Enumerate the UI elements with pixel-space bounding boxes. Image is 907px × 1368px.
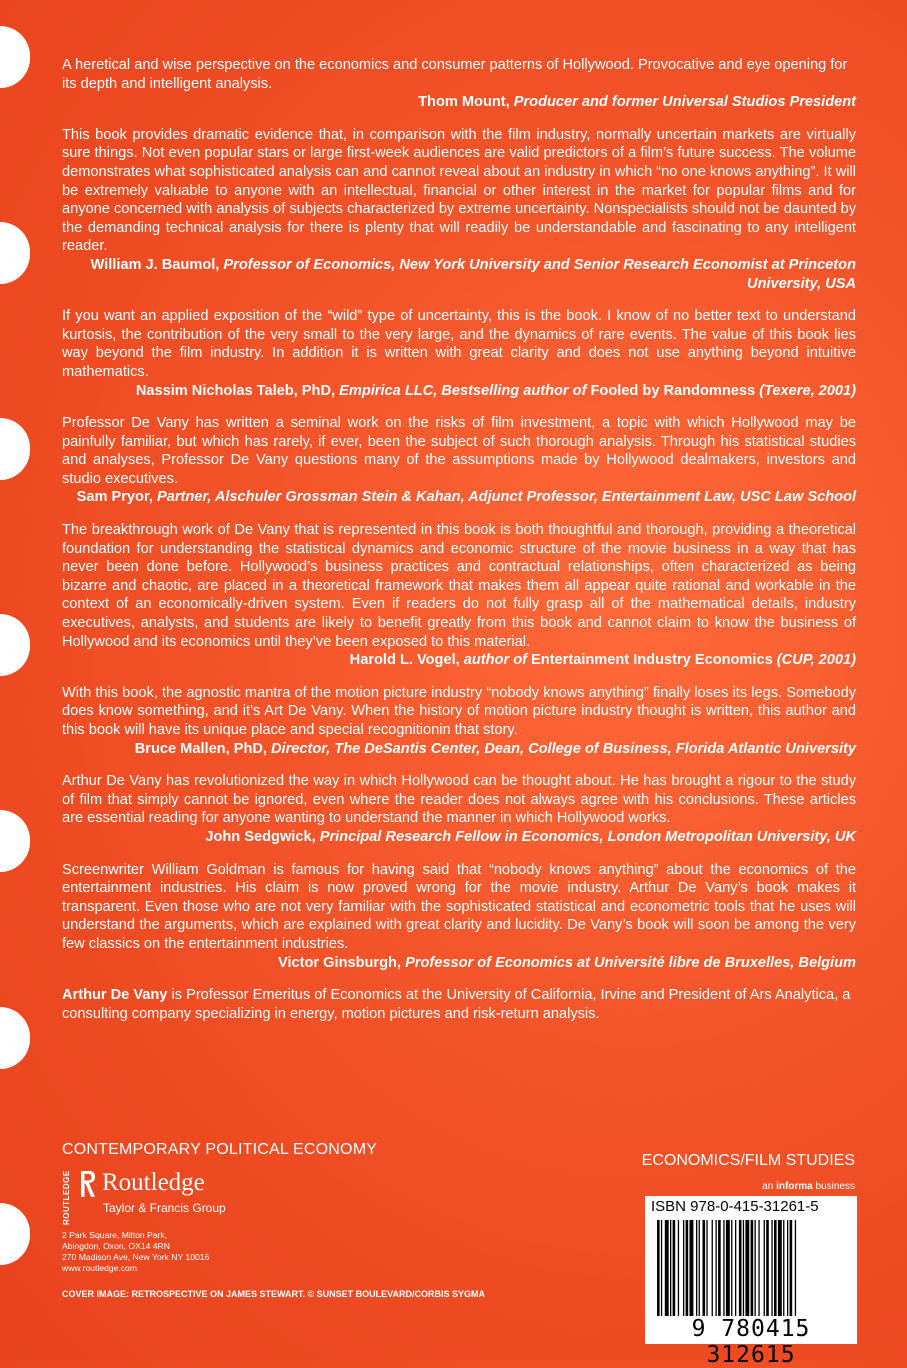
- binder-tab: [0, 614, 30, 676]
- isbn-barcode-box: [645, 1196, 857, 1368]
- blurb-text: Arthur De Vany has revolutionized the way in which Hollywood can be thought about. He has brought a rigour to the study of film that simply cannot be ignored, even where the reader does not always agree with his conclusions. These articles are essential reading for anyone wanting to understand the manner in which Hollywood works.: [62, 773, 856, 827]
- barcode-bar: [696, 1220, 697, 1316]
- barcode-bar: [771, 1220, 772, 1316]
- blurb-author: John Sedgwick,: [205, 828, 316, 845]
- blurb-author-title: Partner, Alschuler Grossman Stein & Kahan, Adjunct Professor, Entertainment Law, USC Law School: [156, 489, 856, 506]
- blurb-author: Bruce Mallen, PhD,: [134, 740, 267, 757]
- blurb-attribution: [62, 382, 856, 401]
- blurb-attribution: [62, 488, 856, 507]
- publisher-vertical-name: ROUTLEDGE: [62, 1170, 71, 1225]
- blurb-attribution: [62, 651, 856, 670]
- barcode-bar: [774, 1220, 777, 1316]
- informa-tagline: [762, 1181, 855, 1192]
- barcode-bar: [718, 1220, 721, 1316]
- address-line: www.routledge.com: [62, 1263, 137, 1273]
- blurb-author-title: Professor of Economics at Université libre de Bruxelles, Belgium: [405, 954, 856, 971]
- blurbs-column: [62, 56, 856, 1023]
- publisher-name: Routledge: [102, 1169, 205, 1196]
- binder-tab: [0, 418, 30, 480]
- blurb-text: Professor De Vany has written a seminal work on the risks of film investment, a topic with which Hollywood may be painfully familiar, but which has rarely, if ever, been the subject of such thorough analysis. Through his statistical studies and analyses, Professor De Vany questions many of the assumptions made by Hollywood dealmakers, investors and studio executives.: [62, 415, 856, 487]
- blurb-attribution: [62, 256, 856, 293]
- barcode-bar: [661, 1220, 662, 1316]
- blurb-author-title: Empirica LLC, Bestselling author of: [339, 382, 587, 399]
- blurb-author-title: Principal Research Fellow in Economics, London Metropolitan University, UK: [319, 828, 856, 845]
- blurb-work-publisher: (Texere, 2001): [759, 382, 856, 399]
- barcode-bar: [790, 1220, 793, 1316]
- blurb-text: Screenwriter William Goldman is famous for having said that “nobody knows anything” about the economics of the entertainment industries. His claim is now proved wrong for the movie industry. Arthur De Vany’s book makes it transparent. Even those who are not very familiar with the sophisticated statistical and econometric tools that he uses will understand the arguments, which are explained with great clarity and lucidity. De Vany’s book will soon be among the very few classics on the entertainment industries.: [62, 861, 856, 952]
- binder-tab: [0, 1203, 30, 1265]
- blurb-text: A heretical and wise perspective on the economics and consumer patterns of Hollywood. Provocative and eye opening for its depth and intelligent analysis.: [62, 57, 848, 92]
- barcode-bar: [683, 1220, 684, 1316]
- blurb-work-publisher: (CUP, 2001): [776, 652, 856, 669]
- blurb-work-title: Fooled by Randomness: [590, 382, 756, 399]
- barcode-bar: [745, 1220, 749, 1316]
- barcode-bar: [731, 1220, 732, 1316]
- blurb-work-title: Entertainment Industry Economics: [531, 652, 773, 669]
- informa-suffix: business: [815, 1181, 855, 1192]
- barcode-bar: [783, 1220, 784, 1316]
- address-line: 2 Park Square, Milton Park,: [62, 1230, 168, 1240]
- barcode-bar: [739, 1220, 742, 1316]
- binder-tab: [0, 1007, 30, 1069]
- publisher-logo: [62, 1167, 262, 1227]
- barcode-bar: [678, 1220, 679, 1316]
- barcode-bar: [755, 1220, 756, 1316]
- blurb-author: William J. Baumol,: [90, 256, 220, 273]
- isbn-digits: 9 780415 312615: [691, 1316, 811, 1368]
- blurb-text: With this book, the agnostic mantra of the motion picture industry “nobody knows anything” finally loses its legs. Somebody does know something, and it’s Art De Vany. When the history of motion picture industry thought is written, this author and this book will have its unique place and special recognitionin that story.: [62, 684, 856, 738]
- barcode-bar: [764, 1220, 765, 1316]
- author-bio: [62, 986, 856, 1023]
- barcode-icon: [657, 1220, 845, 1316]
- publisher-group: Taylor & Francis Group: [103, 1201, 226, 1215]
- barcode-bar: [758, 1220, 759, 1316]
- binder-tab: [0, 26, 30, 88]
- barcode-bar: [706, 1220, 707, 1316]
- blurb-author: Sam Pryor,: [76, 489, 153, 506]
- address-line: 270 Madison Ave, New York NY 10016: [62, 1252, 210, 1262]
- barcode-bar: [787, 1220, 788, 1316]
- barcode-bar: [778, 1220, 782, 1316]
- barcode-bar: [665, 1220, 669, 1316]
- blurb-author-title: author of: [463, 652, 527, 669]
- blurb-author: Harold L. Vogel,: [349, 652, 460, 669]
- routledge-r-icon: [78, 1169, 98, 1199]
- informa-prefix: an: [762, 1181, 774, 1192]
- blurb-author: Nassim Nicholas Taleb, PhD,: [135, 382, 336, 399]
- series-name: CONTEMPORARY POLITICAL ECONOMY: [62, 1141, 378, 1158]
- blurb-text: This book provides dramatic evidence that, in comparison with the film industry, normally uncertain markets are virtually sure things. Not even popular stars or large first-week audiences are valid predictors of a film’s future success. The volume demonstrates what sophisticated analysis can and cannot reveal about an industry in which “no one knows anything”. It will be extremely valuable to anyone with an intellectual, financial or other interest in the market for popular films and for anyone concerned with analysis of subjects characterized by extreme uncertainty. Nonspecialists should not be daunted by the demanding technical analysis for there is plenty that will readily be understandable and fascinating to any intelligent reader.: [62, 126, 856, 255]
- barcode-bar: [735, 1220, 736, 1316]
- informa-brand: informa: [776, 1181, 813, 1192]
- barcode-bar: [795, 1220, 796, 1316]
- blurb-author-title: Producer and former Universal Studios President: [513, 94, 856, 111]
- cover-credit: COVER IMAGE: RETROSPECTIVE ON JAMES STEWART. © SUNSET BOULEVARD/CORBIS SYGMA: [62, 1289, 486, 1299]
- barcode-bar: [703, 1220, 706, 1316]
- barcode-bar: [766, 1220, 769, 1316]
- blurb-text: The breakthrough work of De Vany that is represented in this book is both thoughtful and thorough, providing a theoretical foundation for understanding the statistical dynamics and economic structure of the movie business in a way that has never been done before. Hollywood’s business practices and contractual relationships, often characterized as being bizarre and chaotic, are placed in a theoretical framework that makes them all appear quite rational and workable in the context of an economically-driven system. Even if readers do not fully grasp all of the mathematical details, industry executives, analysts, and students are likely to benefit greatly from this book and cannot claim to know the business of Hollywood and its economics until they’ve been exposed to this material.: [62, 522, 856, 650]
- blurb-text: If you want an applied exposition of the “wild” type of uncertainty, this is the book. I know of no better text to understand kurtosis, the contribution of the very small to the very large, and the dynamics of rare events. The value of this book lies way beyond the film industry. In addition it is written with great clarity and does not use anything beyond intuitive mathematics.: [62, 308, 856, 380]
- barcode-bar: [751, 1220, 754, 1316]
- barcode-bar: [743, 1220, 744, 1316]
- barcode-bar: [712, 1220, 713, 1316]
- barcode-bar: [670, 1220, 671, 1316]
- blurb-attribution: [62, 740, 856, 759]
- blurb-author-title: Director, The DeSantis Center, Dean, College of Business, Florida Atlantic University: [271, 740, 856, 757]
- blurb-author: Thom Mount,: [418, 94, 510, 111]
- binder-tab: [0, 810, 30, 872]
- blurb-attribution: [62, 93, 856, 112]
- barcode-bar: [726, 1220, 730, 1316]
- publisher-address: [62, 1230, 209, 1274]
- barcode-bar: [686, 1220, 689, 1316]
- blurb-author: Victor Ginsburgh,: [278, 954, 401, 971]
- barcode-bar: [716, 1220, 717, 1316]
- barcode-bar: [673, 1220, 676, 1316]
- isbn-label: ISBN 978-0-415-31261-5: [651, 1198, 819, 1215]
- subject-category: ECONOMICS/FILM STUDIES: [641, 1152, 855, 1169]
- address-line: Abingdon, Oxon, OX14 4RN: [62, 1241, 170, 1251]
- blurb-attribution: [62, 954, 856, 973]
- barcode-bar: [657, 1220, 660, 1316]
- barcode-bar: [690, 1220, 694, 1316]
- author-bio-text: is Professor Emeritus of Economics at the University of California, Irvine and President of Ars Analytica, a consulting company specializing in energy, motion pictures and risk-return analysis.: [62, 987, 851, 1022]
- author-bio-name: Arthur De Vany: [62, 987, 168, 1004]
- blurb-attribution: [62, 828, 856, 847]
- binder-tab: [0, 222, 30, 284]
- barcode-bar: [699, 1220, 700, 1316]
- barcode-bar: [723, 1220, 724, 1316]
- blurb-author-title: Professor of Economics, New York University and Senior Research Economist at Princeton University, USA: [223, 256, 856, 292]
